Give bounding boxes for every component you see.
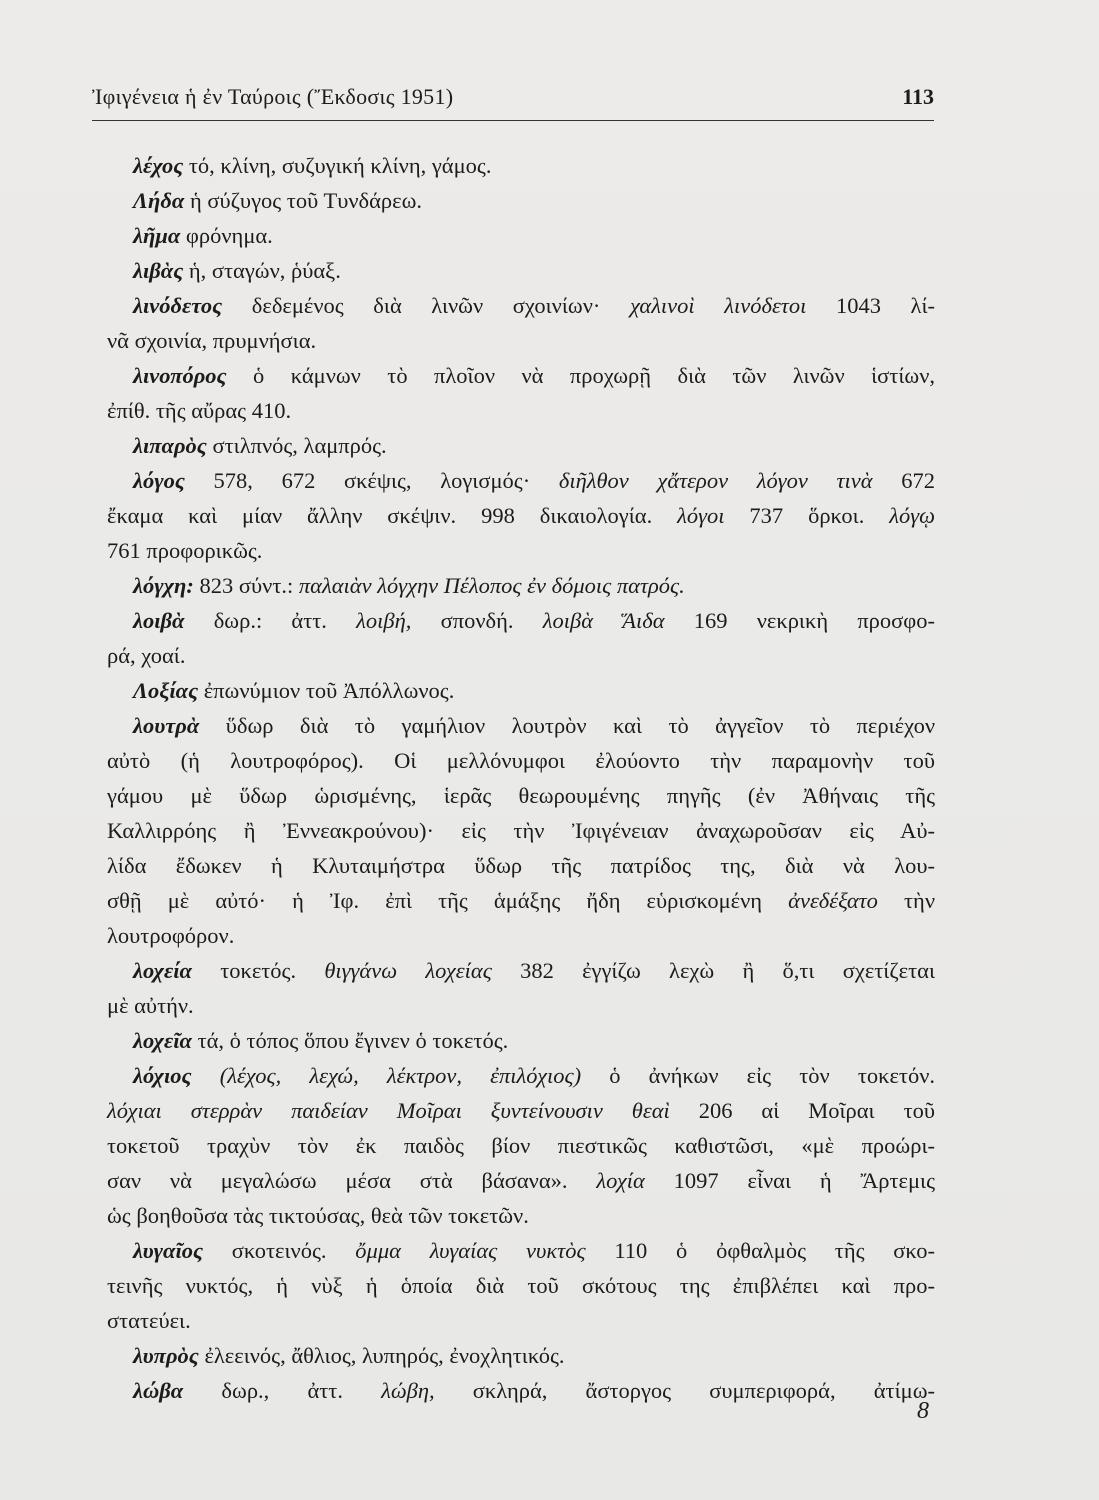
text-line [107,1268,935,1303]
italic-citation: λόγοι [677,503,725,528]
text-line [107,1303,935,1338]
definition-text: μὲ αὐτήν. [107,993,194,1018]
definition-text: ἔκαμα καὶ μίαν ἄλλην σκέψιν. 998 δικαιολογία. [107,503,678,528]
italic-citation: θιγγάνω λοχείας [324,958,492,983]
definition-text: δεδεμένος διὰ λινῶν σχοινίων· [222,293,630,318]
headword: λινοπόρος [133,363,227,388]
definition-text: 761 προφορικῶς. [107,538,263,563]
definition-text: στατεύει. [107,1308,191,1333]
definition-text [192,1063,220,1088]
text-line [107,638,935,673]
definition-text: τοκετοῦ τραχὺν τὸν ἐκ παιδὸς βίον πιεστικῶς καθιστῶσι, «μὲ προώρι- [107,1133,935,1158]
italic-citation: χαλινοὶ λινόδετοι [629,293,807,318]
headword: λῆμα [133,223,181,248]
headword: λόχιος [133,1063,192,1088]
definition-text: γάμου μὲ ὕδωρ ὡρισμένης, ἱερᾶς θεωρουμένης πηγῆς (ἐν Ἀθήναις τῆς [107,783,935,808]
page-number: 113 [902,84,934,109]
italic-citation: ὄμμα λυγαίας νυκτὸς [355,1238,586,1263]
definition-text: τεινῆς νυκτός, ἡ νὺξ ἡ ὁποία διὰ τοῦ σκότους της ἐπιβλέπει καὶ προ- [107,1273,935,1298]
text-line [107,1338,935,1373]
glossary-text [107,148,935,1408]
text-line [107,1373,935,1408]
definition-text: τοκετός. [191,958,325,983]
text-line [107,253,935,288]
definition-text: ἡ, σταγών, ῥύαξ. [183,258,341,283]
text-line [107,673,935,708]
text-line [107,778,935,813]
text-line [107,603,935,638]
text-line [107,883,935,918]
text-line [107,988,935,1023]
definition-text: φρόνημα. [180,223,273,248]
text-line [107,148,935,183]
text-line [107,533,935,568]
definition-text: ρά, χοαί. [107,643,186,668]
text-line [107,323,935,358]
headword: λώβα [133,1378,184,1403]
definition-text: 737 ὅρκοι. [724,503,890,528]
definition-text: τό, κλίνη, συζυγική κλίνη, γάμος. [183,153,492,178]
definition-text: σκληρά, ἄστοργος συμπεριφορά, ἀτίμω- [434,1378,935,1403]
definition-text: τά, ὁ τόπος ὅπου ἔγινεν ὁ τοκετός. [191,1028,509,1053]
headword: λυγαῖος [133,1238,204,1263]
definition-text: δωρ., ἀττ. [183,1378,382,1403]
definition-text: 1043 λί- [806,293,935,318]
definition-text: δωρ.: ἀττ. [184,608,357,633]
italic-citation: λόγῳ [889,503,936,528]
headword: λοιβὰ [133,608,185,633]
headword: Λήδα [133,188,185,213]
definition-text: ὡς βοηθοῦσα τὰς τικτούσας, θεὰ τῶν τοκετῶν. [107,1203,529,1228]
definition-text: 110 ὁ ὀφθαλμὸς τῆς σκο- [585,1238,935,1263]
definition-text: λίδα ἔδωκεν ἡ Κλυταιμήστρα ὕδωρ τῆς πατρίδος της, διὰ νὰ λου- [107,853,935,878]
text-line [107,428,935,463]
definition-text: νᾶ σχοινία, πρυμνήσια. [107,328,317,353]
italic-citation: λώβη, [381,1378,435,1403]
definition-text: ἐπωνύμιον τοῦ Ἀπόλλωνος. [198,678,455,703]
definition-text: ἡ σύζυγος τοῦ Τυνδάρεω. [184,188,423,213]
running-title: Ἰφιγένεια ἡ ἐν Ταύροις (Ἔκδοσις 1951) [92,84,454,109]
headword: λόγος [133,468,185,493]
definition-text: σθῇ μὲ αὐτό· ἡ Ἰφ. ἐπὶ τῆς ἁμάξης ἤδη εὑρισκομένη [107,888,789,913]
definition-text: σαν νὰ μεγαλώσω μέσα στὰ βάσανα». [107,1168,597,1193]
text-line [107,1093,935,1128]
text-line [107,708,935,743]
text-line [107,498,935,533]
text-line [107,1023,935,1058]
definition-text: στιλπνός, λαμπρός. [206,433,387,458]
headword: λοχεῖα [133,1028,192,1053]
definition-text: 672 [872,468,935,493]
definition-text: 578, 672 σκέψις, λογισμός· [184,468,559,493]
text-line [107,1198,935,1233]
italic-citation: διῆλθον χἄτερον λόγον τινὰ [558,468,873,493]
italic-citation: λόχιαι στερρὰν παιδείαν Μοῖραι ξυντείνουσιν θεαὶ [107,1098,670,1123]
definition-text: 169 νεκρικὴ προσφο- [664,608,936,633]
text-line [107,813,935,848]
text-line [107,918,935,953]
headword: λυπρὸς [133,1343,199,1368]
definition-text: Καλλιρρόης ἢ Ἐννεακρούνου)· εἰς τὴν Ἰφιγένειαν ἀναχωροῦσαν εἰς Αὐ- [107,818,935,843]
italic-citation: (λέχος, λεχώ, λέκτρον, ἐπιλόχιος) [219,1063,582,1088]
text-line [107,1128,935,1163]
definition-text: αὐτὸ (ἡ λουτροφόρος). Οἱ μελλόνυμφοι ἐλούοντο τὴν παραμονὴν τοῦ [107,748,935,773]
sheet-number: 8 [917,1398,929,1424]
text-line [107,568,935,603]
definition-text: ὕδωρ διὰ τὸ γαμήλιον λουτρὸν καὶ τὸ ἀγγεῖον τὸ περιέχον [199,713,935,738]
text-line [107,1163,935,1198]
definition-text: σπονδή. [411,608,543,633]
italic-citation: λοιβή, [356,608,412,633]
italic-citation: ἀνεδέξατο [788,888,878,913]
headword: Λοξίας [133,678,199,703]
definition-text: 823 σύντ.: [193,573,299,598]
definition-text: τὴν [877,888,935,913]
italic-citation: λοιβὰ Ἅιδα [542,608,665,633]
definition-text: λουτροφόρον. [107,923,235,948]
italic-citation: παλαιὰν λόγχην Πέλοπος ἐν δόμοις πατρός. [298,573,685,598]
page-header [92,84,934,121]
text-line [107,288,935,323]
definition-text: ὁ ἀνήκων εἰς τὸν τοκετόν. [581,1063,935,1088]
text-line [107,183,935,218]
definition-text: ἐλεεινός, ἄθλιος, λυπηρός, ἐνοχλητικός. [198,1343,565,1368]
headword: λόγχη: [133,573,194,598]
definition-text: σκοτεινός. [203,1238,356,1263]
text-line [107,848,935,883]
definition-text: 1097 εἶναι ἡ Ἄρτεμις [644,1168,935,1193]
definition-text: ἐπίθ. τῆς αὔρας 410. [107,398,292,423]
definition-text: ὁ κάμνων τὸ πλοῖον νὰ προχωρῇ διὰ τῶν λινῶν ἱστίων, [226,363,935,388]
text-line [107,1233,935,1268]
text-line [107,463,935,498]
headword: λέχος [133,153,184,178]
headword: λιβὰς [133,258,184,283]
italic-citation: λοχία [596,1168,645,1193]
text-line [107,953,935,988]
headword: λιπαρὸς [133,433,207,458]
text-line [107,1058,935,1093]
definition-text: 206 αἱ Μοῖραι τοῦ [669,1098,935,1123]
text-line [107,393,935,428]
definition-text: 382 ἐγγίζω λεχὼ ἢ ὅ,τι σχετίζεται [491,958,936,983]
text-line [107,358,935,393]
headword: λοχεία [133,958,192,983]
headword: λινόδετος [133,293,223,318]
text-line [107,743,935,778]
text-line [107,218,935,253]
headword: λουτρὰ [133,713,200,738]
